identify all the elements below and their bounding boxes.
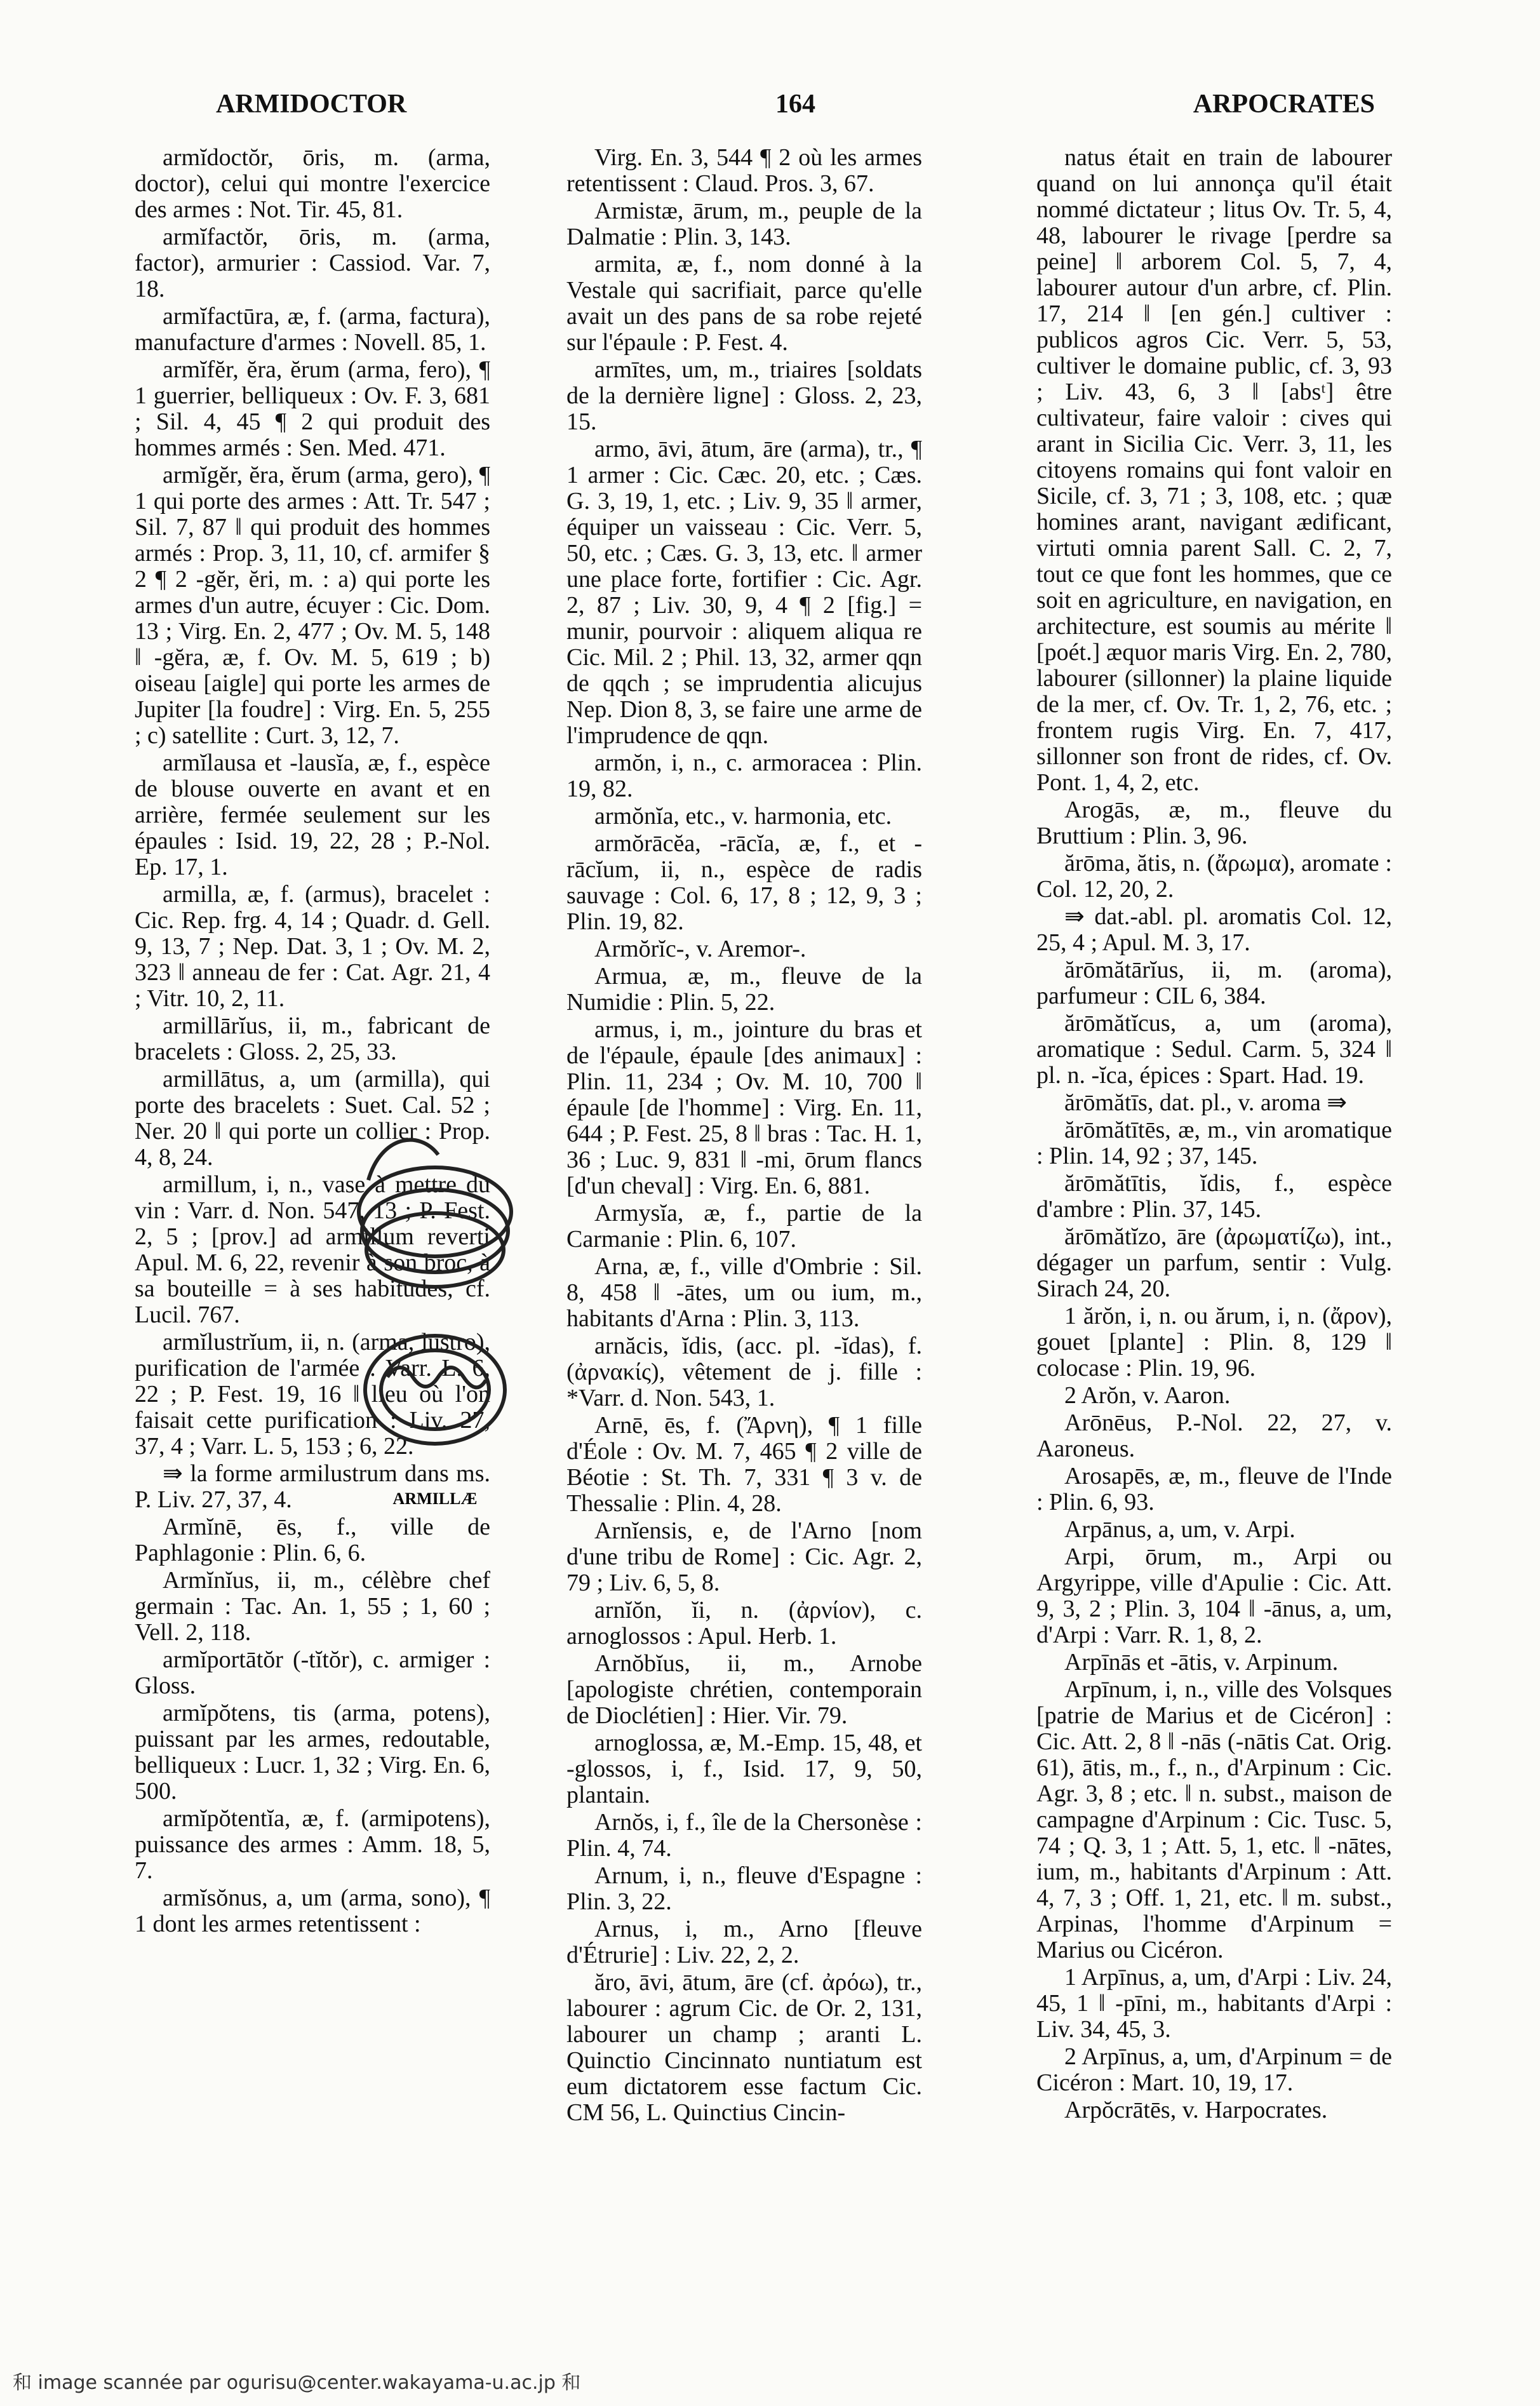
bracelet-drawing	[343, 1059, 527, 1523]
dictionary-entry: 2 Arŏn, v. Aaron.	[1064, 1382, 1231, 1409]
dictionary-entry: Arnĭensis, e, de l'Arno [nom d'une tribu de Rome] : Cic. Agr. 2, 79 ; Liv. 6, 5, 8.	[566, 1517, 922, 1596]
dictionary-entry: Armysĭa, æ, f., partie de la Carmanie : Plin. 6, 107.	[566, 1200, 922, 1253]
dictionary-entry: armītes, um, m., triaires [soldats de la dernière ligne] : Gloss. 2, 23, 15.	[566, 356, 922, 435]
dictionary-entry: armillum, i, n., vase à mettre du vin : Varr. d. Non. 547, 13 ; P. Fest. 2, 5 ; [prov.] ad armillum reverti Apul. M. 6, 22, revenir à son broc, à sa bouteille = à ses habitudes, cf. Lucil. 767.	[135, 1171, 490, 1328]
dictionary-entry: Arpīnās et -ātis, v. Arpinum.	[1064, 1649, 1339, 1676]
dictionary-entry: armĭlausa et -lausĭa, æ, f., espèce de blouse ouverte en avant et en arrière, fermée seulement sur les épaules : Isid. 19, 22, 28 ; P.-Nol. Ep. 17, 1.	[135, 749, 490, 880]
dictionary-entry: Arpi, ōrum, m., Arpi ou Argyrippe, ville d'Apulie : Cic. Att. 9, 3, 2 ; Plin. 3, 104 ‖ -ānus, a, um, d'Arpi : Varr. R. 1, 8, 2.	[1036, 1543, 1392, 1648]
dictionary-entry: armĭgĕr, ĕra, ĕrum (arma, gero), ¶ 1 qui porte des armes : Att. Tr. 547 ; Sil. 7, 87 ‖ qui produit des hommes armés : Prop. 3, 11, 10, cf. armifer § 2 ¶ 2 -gĕr, ĕri, m. : a) qui porte les armes d'un autre, écuyer : Cic. Dom. 13 ; Virg. En. 2, 477 ; Ov. M. 5, 148 ‖ -gĕra, æ, f. Ov. M. 5, 619 ; b) oiseau [aigle] qui porte les armes de Jupiter [la foudre] : Virg. En. 5, 255 ; c) satellite : Curt. 3, 12, 7.	[135, 462, 490, 749]
armillae-illustration	[343, 1059, 527, 1523]
dictionary-entry: Arōnēus, P.-Nol. 22, 27, v. Aaroneus.	[1036, 1409, 1392, 1462]
dictionary-entry: Arnus, i, m., Arno [fleuve d'Étrurie] : Liv. 22, 2, 2.	[566, 1916, 922, 1968]
dictionary-entry: arnăcis, ĭdis, (acc. pl. -ĭdas), f. (ἀρνακίς), vêtement de j. fille : *Varr. d. Non. 543, 1.	[566, 1333, 922, 1411]
dictionary-entry: armĭdoctŏr, ōris, m. (arma, doctor), celui qui montre l'exercice des armes : Not. Tir. 45, 81.	[135, 144, 490, 223]
dictionary-entry: Arnē, ēs, f. (Ἄρνη), ¶ 1 fille d'Éole : Ov. M. 7, 465 ¶ 2 ville de Béotie : St. Th. 7, 331 ¶ 3 v. de Thessalie : Plin. 4, 28.	[566, 1412, 922, 1517]
dictionary-entry: 2 Arpīnus, a, um, d'Arpinum = de Cicéron : Mart. 10, 19, 17.	[1036, 2043, 1392, 2096]
dictionary-entry: arnoglossa, æ, M.-Emp. 15, 48, et -glossos, i, f., Isid. 17, 9, 50, plantain.	[566, 1730, 922, 1808]
dictionary-entry: armĭfactŏr, ōris, m. (arma, factor), armurier : Cassiod. Var. 7, 18.	[135, 224, 490, 302]
dictionary-entry: armillārĭus, ii, m., fabricant de bracelets : Gloss. 2, 25, 33.	[135, 1012, 490, 1065]
dictionary-entry: armŏn, i, n., c. armoracea : Plin. 19, 82.	[566, 749, 922, 802]
dictionary-entry: armŏnĭa, etc., v. harmonia, etc.	[594, 803, 892, 830]
figure-caption: ARMILLÆ	[392, 1489, 478, 1508]
dictionary-entry: armĭfĕr, ĕra, ĕrum (arma, fero), ¶ 1 guerrier, belliqueux : Ov. F. 3, 681 ; Sil. 4, 45 ¶ 2 qui produit des hommes armés : Sen. Med. 471.	[135, 356, 490, 461]
page-number: 164	[775, 90, 815, 119]
dictionary-entry: armĭlustrĭum, ii, n. (arma, lustro), purification de l'armée : Varr. L. 6, 22 ; P. Fest. 19, 16 ‖ lieu où l'on faisait cette purification : Liv. 27, 37, 4 ; Varr. L. 5, 153 ; 6, 22.	[135, 1329, 490, 1460]
dictionary-entry: Armĭnĭus, ii, m., célèbre chef germain : Tac. An. 1, 55 ; 1, 60 ; Vell. 2, 118.	[135, 1567, 490, 1646]
dictionary-entry: Arpīnum, i, n., ville des Volsques [patrie de Marius et de Cicéron] : Cic. Att. 2, 8 ‖ -nās (-nātis Cat. Orig. 61), ātis, m., f., n., d'Arpinum : Cic. Agr. 3, 8 ; etc. ‖ n. subst., maison de campagne d'Arpinum : Cic. Tusc. 5, 74 ; Q. 3, 1 ; Att. 5, 1, etc. ‖ -nātes, ium, m., habitants d'Arpinum : Att. 4, 7, 3 ; Off. 1, 21, etc. ‖ m. subst., Arpinas, l'homme d'Arpinum = Marius ou Cicéron.	[1036, 1676, 1392, 1963]
dictionary-entry: ăro, āvi, ātum, āre (cf. ἀρόω), tr., labourer : agrum Cic. de Or. 2, 131, labourer un champ ; aranti L. Quinctio Cincinnato nuntiatum est eum dictatorem esse factum Cic. CM 56, L. Quinctius Cincin-	[566, 1969, 922, 2126]
scan-credit: 和 image scannée par ogurisu@center.wakayama-u.ac.jp 和	[13, 2372, 581, 2394]
right-running-head: ARPOCRATES	[1193, 90, 1375, 119]
dictionary-entry: Armŏrĭc-, v. Aremor-.	[594, 936, 807, 962]
dictionary-entry: armĭpŏtens, tis (arma, potens), puissant par les armes, redoutable, belliqueux : Lucr. 1, 32 ; Virg. En. 6, 500.	[135, 1700, 490, 1805]
column-2	[566, 145, 922, 2127]
dictionary-entry: ărōmătītēs, æ, m., vin aromatique : Plin. 14, 92 ; 37, 145.	[1036, 1117, 1392, 1169]
dictionary-entry: armĭsŏnus, a, um (arma, sono), ¶ 1 dont les armes retentissent :	[135, 1885, 490, 1937]
dictionary-entry: ărōmătĭcus, a, um (aroma), aromatique : Sedul. Carm. 5, 324 ‖ pl. n. -ĭca, épices : Spart. Had. 19.	[1036, 1010, 1392, 1089]
dictionary-entry: natus était en train de labourer quand on lui annonça qu'il était nommé dictateur ; litus Ov. Tr. 5, 4, 48, labourer le rivage [perdre sa peine] ‖ arborem Col. 5, 7, 4, labourer autour d'un arbre, cf. Plin. 17, 214 ‖ [en gén.] cultiver : publicos agros Cic. Verr. 5, 53, cultiver le domaine public, cf. 3, 93 ; Liv. 43, 6, 3 ‖ [absᵗ] être cultivateur, faire valoir : cives qui arant in Sicilia Cic. Verr. 3, 11, les citoyens romains qui font valoir en Sicile, cf. 3, 71 ; 3, 108, etc. ; quæ homines arant, navigant ædificant, virtuti omnia parent Sall. C. 2, 7, tout ce que font les hommes, que ce soit en agriculture, en navigation, en architecture, est soumis au mérite ‖ [poét.] æquor maris Virg. En. 2, 780, labourer (sillonner) la plaine liquide de la mer, cf. Ov. Tr. 1, 2, 76, etc. ; frontem rugis Virg. En. 7, 417, sillonner son front de rides, cf. Ov. Pont. 1, 4, 2, etc.	[1036, 144, 1392, 796]
dictionary-entry: armŏrācĕa, -rācĭa, æ, f., et -rācĭum, ii, n., espèce de radis sauvage : Col. 6, 17, 8 ; 12, 9, 3 ; Plin. 19, 82.	[566, 830, 922, 935]
dictionary-entry: Arna, æ, f., ville d'Ombrie : Sil. 8, 458 ‖ -ātes, um ou ium, m., habitants d'Arna : Plin. 3, 113.	[566, 1253, 922, 1332]
dictionary-entry: armo, āvi, ātum, āre (arma), tr., ¶ 1 armer : Cic. Cæc. 20, etc. ; Cæs. G. 3, 19, 1, etc. ; Liv. 9, 35 ‖ armer, équiper un vaisseau : Cic. Verr. 5, 50, etc. ; Cæs. G. 3, 13, etc. ‖ armer une place forte, fortifier : Cic. Agr. 2, 87 ; Liv. 30, 9, 4 ¶ 2 [fig.] = munir, pourvoir : aliquem aliqua re Cic. Mil. 2 ; Phil. 13, 32, armer qqn de qqch ; se imprudentia alicujus Nep. Dion 8, 3, se faire une arme de l'imprudence de qqn.	[566, 436, 922, 749]
dictionary-entry: ărōmătārĭus, ii, m. (aroma), parfumeur : CIL 6, 384.	[1036, 957, 1392, 1009]
dictionary-entry: armĭportātŏr (-tĭtŏr), c. armiger : Gloss.	[135, 1646, 490, 1699]
column-1	[135, 145, 490, 1939]
page-header	[216, 89, 1375, 133]
dictionary-entry: Arpŏcrātēs, v. Harpocrates.	[1064, 2097, 1328, 2123]
dictionary-entry: Arogās, æ, m., fleuve du Bruttium : Plin. 3, 96.	[1036, 796, 1392, 849]
dictionary-entry: armĭfactūra, æ, f. (arma, factura), manufacture d'armes : Novell. 85, 1.	[135, 303, 490, 356]
dictionary-entry: ⇛ la forme armilustrum dans ms. P. Liv. 27, 37, 4.	[135, 1460, 490, 1513]
dictionary-entry: armita, æ, f., nom donné à la Vestale qui sacrifiait, parce qu'elle avait un des pans de sa robe rejeté sur l'épaule : P. Fest. 4.	[566, 251, 922, 356]
dictionary-entry: Arnŏs, i, f., île de la Chersonèse : Plin. 4, 74.	[566, 1809, 922, 1862]
dictionary-entry: Virg. En. 3, 544 ¶ 2 où les armes retentissent : Claud. Pros. 3, 67.	[566, 144, 922, 197]
dictionary-entry: arnĭŏn, ĭi, n. (ἀρνίον), c. arnoglossos : Apul. Herb. 1.	[566, 1597, 922, 1650]
dictionary-entry: Arpānus, a, um, v. Arpi.	[1064, 1516, 1296, 1543]
dictionary-entry: 1 Arpīnus, a, um, d'Arpi : Liv. 24, 45, 1 ‖ -pīni, m., habitants d'Arpi : Liv. 34, 45, 3.	[1036, 1964, 1392, 2043]
dictionary-entry: Arnŏbĭus, ii, m., Arnobe [apologiste chrétien, contemporain de Dioclétien] : Hier. Vir. 79.	[566, 1650, 922, 1729]
dictionary-entry: Armua, æ, m., fleuve de la Numidie : Plin. 5, 22.	[566, 963, 922, 1016]
dictionary-entry: armĭpŏtentĭa, æ, f. (armipotens), puissance des armes : Amm. 18, 5, 7.	[135, 1805, 490, 1884]
dictionary-entry: Armistæ, ārum, m., peuple de la Dalmatie : Plin. 3, 143.	[566, 198, 922, 250]
dictionary-entry: Arnum, i, n., fleuve d'Espagne : Plin. 3, 22.	[566, 1862, 922, 1915]
dictionary-entry: ărōma, ătis, n. (ἄρωμα), aromate : Col. 12, 20, 2.	[1036, 850, 1392, 903]
dictionary-entry: ărōmătītis, ĭdis, f., espèce d'ambre : Plin. 37, 145.	[1036, 1170, 1392, 1223]
column-3	[1036, 145, 1392, 2125]
dictionary-entry: armillātus, a, um (armilla), qui porte des bracelets : Suet. Cal. 52 ; Ner. 20 ‖ qui porte un collier : Prop. 4, 8, 24.	[135, 1066, 490, 1171]
dictionary-entry: ărōmătīs, dat. pl., v. aroma ⇛	[1064, 1089, 1348, 1116]
dictionary-entry: armus, i, m., jointure du bras et de l'épaule, épaule [des animaux] : Plin. 11, 234 ; Ov. M. 10, 700 ‖ épaule [de l'homme] : Virg. En. 11, 644 ; P. Fest. 25, 8 ‖ bras : Tac. H. 1, 36 ; Luc. 9, 831 ‖ -mi, ōrum flancs [d'un cheval] : Virg. En. 6, 881.	[566, 1016, 922, 1199]
dictionary-entry: ărōmătĭzo, āre (ἀρωματίζω), int., dégager un parfum, sentir : Vulg. Sirach 24, 20.	[1036, 1223, 1392, 1302]
dictionary-entry: Armĭnē, ēs, f., ville de Paphlagonie : Plin. 6, 6.	[135, 1514, 490, 1566]
dictionary-entry: armilla, æ, f. (armus), bracelet : Cic. Rep. frg. 4, 14 ; Quadr. d. Gell. 9, 13, 7 ; Nep. Dat. 3, 1 ; Ov. M. 2, 323 ‖ anneau de fer : Cat. Agr. 21, 4 ; Vitr. 10, 2, 11.	[135, 881, 490, 1012]
left-running-head: ARMIDOCTOR	[216, 90, 407, 119]
dictionary-entry: 1 ărŏn, i, n. ou ărum, i, n. (ἄρον), gouet [plante] : Plin. 8, 129 ‖ colocase : Plin. 19, 96.	[1036, 1303, 1392, 1381]
dictionary-entry: ⇛ dat.-abl. pl. aromatis Col. 12, 25, 4 ; Apul. M. 3, 17.	[1036, 903, 1392, 956]
dictionary-entry: Arosapēs, æ, m., fleuve de l'Inde : Plin. 6, 93.	[1036, 1463, 1392, 1516]
